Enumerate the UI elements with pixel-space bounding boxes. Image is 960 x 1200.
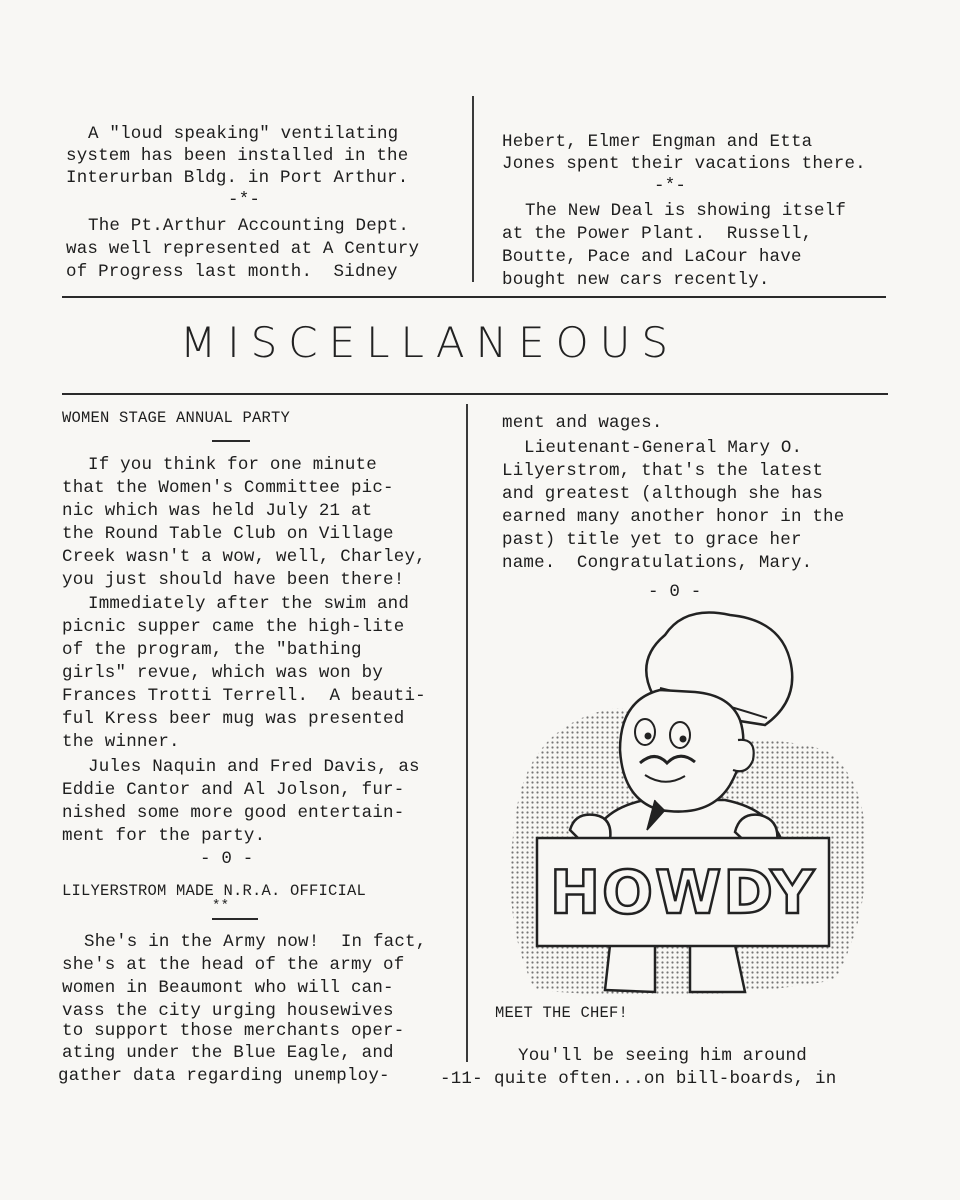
text-line: Frances Trotti Terrell. A beauti- xyxy=(62,686,426,706)
chef-head xyxy=(620,690,743,812)
text-line: Hebert, Elmer Engman and Etta xyxy=(502,132,813,152)
chef-eye-left xyxy=(635,719,655,745)
text-line: bought new cars recently. xyxy=(502,270,770,290)
text-line: The Pt.Arthur Accounting Dept. xyxy=(88,216,410,236)
text-line: and greatest (although she has xyxy=(502,484,824,504)
text-line: the winner. xyxy=(62,732,180,752)
text-line: gather data regarding unemploy- xyxy=(58,1066,390,1086)
text-line: ful Kress beer mug was presented xyxy=(62,709,405,729)
sign-text: HOWDY xyxy=(549,858,817,928)
horizontal-rule xyxy=(62,296,886,298)
heading-underline xyxy=(212,440,250,442)
text-line: Interurban Bldg. in Port Arthur. xyxy=(66,168,409,188)
text-line: of the program, the "bathing xyxy=(62,640,362,660)
separator: -*- xyxy=(228,190,261,210)
article-heading: WOMEN STAGE ANNUAL PARTY xyxy=(62,409,291,427)
separator: - 0 - xyxy=(648,582,702,602)
text-line: name. Congratulations, Mary. xyxy=(502,553,813,573)
separator: - 0 - xyxy=(200,849,254,869)
horizontal-rule xyxy=(62,393,888,395)
chef-pupil-right xyxy=(680,736,687,743)
text-line: earned many another honor in the xyxy=(502,507,845,527)
text-line: nic which was held July 21 at xyxy=(62,501,373,521)
text-line: was well represented at A Century xyxy=(66,239,420,259)
text-line: system has been installed in the xyxy=(66,146,409,166)
article-heading: MEET THE CHEF! xyxy=(495,1004,629,1022)
text-line: Lilyerstrom, that's the latest xyxy=(502,461,824,481)
section-title: MISCELLANEOUS xyxy=(180,318,680,367)
text-line: women in Beaumont who will can- xyxy=(62,978,394,998)
text-line: If you think for one minute xyxy=(88,455,377,475)
text-line: girls" revue, which was won by xyxy=(62,663,384,683)
heading-mark: ** xyxy=(212,898,230,914)
chef-eye-right xyxy=(670,722,690,748)
chef-leg-left xyxy=(605,945,655,992)
text-line: the Round Table Club on Village xyxy=(62,524,394,544)
page-number: -11- xyxy=(440,1069,483,1089)
text-line: that the Women's Committee pic- xyxy=(62,478,394,498)
chef-leg-right xyxy=(690,945,745,992)
chef-illustration xyxy=(495,600,875,1005)
text-line: She's in the Army now! In fact, xyxy=(84,932,427,952)
text-line: ment and wages. xyxy=(502,413,663,433)
heading-underline xyxy=(212,918,258,920)
text-line: you just should have been there! xyxy=(62,570,405,590)
text-line: nished some more good entertain- xyxy=(62,803,405,823)
text-line: Creek wasn't a wow, well, Charley, xyxy=(62,547,426,567)
text-line: The New Deal is showing itself xyxy=(525,201,847,221)
column-divider xyxy=(472,96,474,282)
column-divider xyxy=(466,404,468,1062)
text-line: Jules Naquin and Fred Davis, as xyxy=(88,757,420,777)
text-line: ment for the party. xyxy=(62,826,266,846)
text-line: Eddie Cantor and Al Jolson, fur- xyxy=(62,780,405,800)
text-line: Immediately after the swim and xyxy=(88,594,410,614)
text-line: to support those merchants oper- xyxy=(62,1021,405,1041)
text-line: Boutte, Pace and LaCour have xyxy=(502,247,802,267)
text-line: Jones spent their vacations there. xyxy=(502,154,866,174)
text-line: vass the city urging housewives xyxy=(62,1001,394,1021)
article-heading: LILYERSTROM MADE N.R.A. OFFICIAL xyxy=(62,882,367,900)
text-line: Lieutenant-General Mary O. xyxy=(524,438,803,458)
text-line: past) title yet to grace her xyxy=(502,530,802,550)
separator: -*- xyxy=(654,176,687,196)
text-line: of Progress last month. Sidney xyxy=(66,262,398,282)
text-line: quite often...on bill-boards, in xyxy=(494,1069,837,1089)
text-line: You'll be seeing him around xyxy=(518,1046,807,1066)
chef-pupil-left xyxy=(645,733,652,740)
text-line: A "loud speaking" ventilating xyxy=(88,124,399,144)
text-line: at the Power Plant. Russell, xyxy=(502,224,813,244)
text-line: she's at the head of the army of xyxy=(62,955,405,975)
text-line: ating under the Blue Eagle, and xyxy=(62,1043,394,1063)
text-line: picnic supper came the high-lite xyxy=(62,617,405,637)
